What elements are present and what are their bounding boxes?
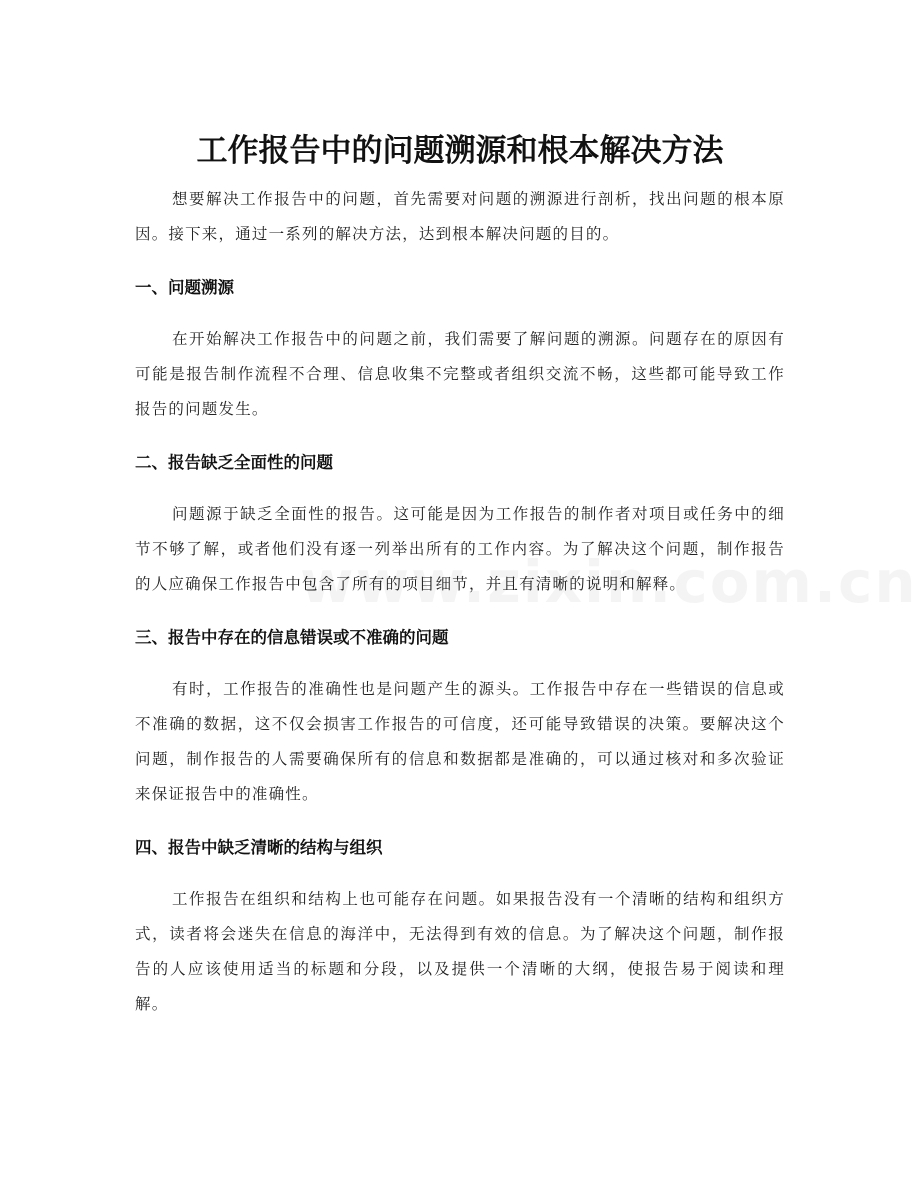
- section-heading-4: 四、报告中缺乏清晰的结构与组织: [135, 838, 383, 857]
- section-heading-3: 三、报告中存在的信息错误或不准确的问题: [135, 628, 449, 647]
- section-body-2: 问题源于缺乏全面性的报告。这可能是因为工作报告的制作者对项目或任务中的细节不够了解，或者他们没有逐一列举出所有的工作内容。为了解决这个问题，制作报告的人应确保工作报告中包含了所有的项目细节，并且有清晰的说明和解释。: [135, 505, 785, 593]
- document-body: [135, 182, 785, 1022]
- section-heading-2: 二、报告缺乏全面性的问题: [135, 453, 333, 472]
- section-body-1: 在开始解决工作报告中的问题之前，我们需要了解问题的溯源。问题存在的原因有可能是报告制作流程不合理、信息收集不完整或者组织交流不畅，这些都可能导致工作报告的问题发生。: [135, 330, 785, 418]
- section-heading-1: 一、问题溯源: [135, 278, 234, 297]
- intro-paragraph: 想要解决工作报告中的问题，首先需要对问题的溯源进行剖析，找出问题的根本原因。接下来，通过一系列的解决方法，达到根本解决问题的目的。: [135, 190, 785, 243]
- document-title: 工作报告中的问题溯源和根本解决方法: [196, 132, 724, 169]
- section-body-3: 有时，工作报告的准确性也是问题产生的源头。工作报告中存在一些错误的信息或不准确的数据，这不仅会损害工作报告的可信度，还可能导致错误的决策。要解决这个问题，制作报告的人需要确保所有的信息和数据都是准确的，可以通过核对和多次验证来保证报告中的准确性。: [135, 680, 785, 803]
- section-body-4: 工作报告在组织和结构上也可能存在问题。如果报告没有一个清晰的结构和组织方式，读者将会迷失在信息的海洋中，无法得到有效的信息。为了解决这个问题，制作报告的人应该使用适当的标题和分段，以及提供一个清晰的大纲，使报告易于阅读和理解。: [135, 890, 785, 1013]
